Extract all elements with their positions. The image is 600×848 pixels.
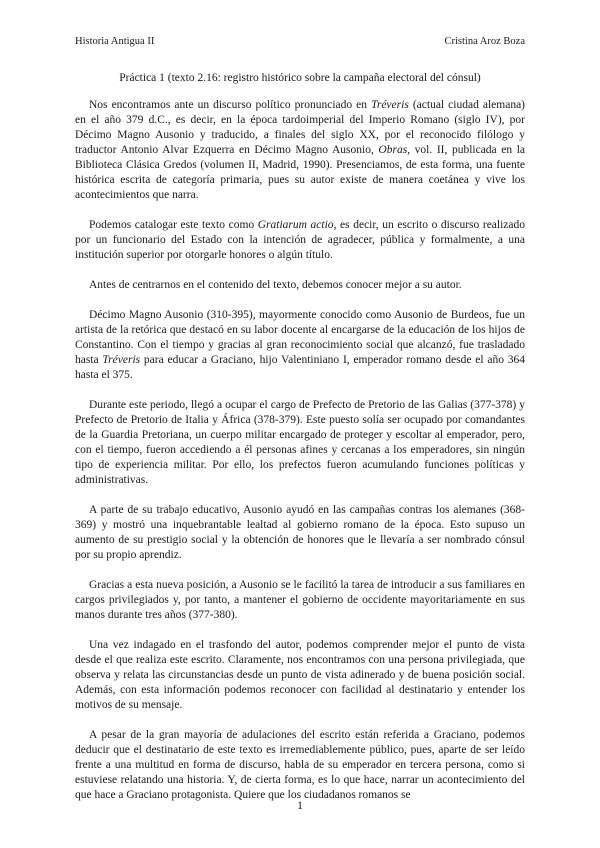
paragraph-text: A parte de su trabajo educativo, Ausonio ayudó en las campañas contras los alemanes (368-369) y mostró una inquebrantable lealtad al gobierno romano de la época. Esto supuso un aumento de su prestigio social y la obtención de honores que le llevaría a ser nombrado cónsul por su propio aprendiz. <box>75 504 525 561</box>
body-paragraph <box>75 503 525 563</box>
page-number: 1 <box>297 798 303 812</box>
paragraph-text: Podemos catalogar este texto como <box>89 219 258 231</box>
paragraph-text: Gracias a esta nueva posición, a Ausonio se le facilitó la tarea de introducir a sus familiares en cargos privilegiados y, por tanto, a mantener el gobierno de occidente mayoritariamente en sus manos durante tres años (377-380). <box>75 579 525 621</box>
body-paragraph <box>75 398 525 488</box>
paragraph-text: para educar a Graciano, hijo Valentiniano I, emperador romano desde el año 364 hasta el 375. <box>75 354 525 381</box>
body-paragraph <box>75 278 525 293</box>
italic-text: Gratiarum actio <box>257 219 334 231</box>
paragraph-text: Antes de centrarnos en el contenido del texto, debemos conocer mejor a su autor. <box>89 279 462 291</box>
italic-text: Tréveris <box>371 99 409 111</box>
paragraph-text: , es decir, un escrito o discurso realizado por un funcionario del Estado con la intención de agradecer, pública y formalmente, a una institución superior por otorgarle honores o algún título. <box>75 219 525 261</box>
paragraph-text: (actual ciudad alemana) en el año 379 d.C., es decir, en la época tardoimperial del Imperio Romano (siglo IV), por Décimo Magno Ausonio y traducido, a finales del siglo XX, por el reconocido filólogo y traductor Antonio Alvar Ezquerra en Décimo Magno Ausonio, <box>75 99 525 156</box>
body-paragraph <box>75 308 525 383</box>
paragraph-text: Durante este periodo, llegó a ocupar el cargo de Prefecto de Pretorio de las Galias (377-378) y Prefecto de Pretorio de Italia y África (378-379). Este puesto solía ser ocupado por comandantes de la Guardia Pretoriana, un cuerpo militar encargado de proteger y escoltar al emperador, pero, con el tiempo, fueron accediendo a él personas afines y cercanas a los emperadores, sin ningún tipo de experiencia militar. Por ello, los prefectos fueron acumulando funciones políticas y administrativas. <box>75 399 525 486</box>
body-paragraph <box>75 218 525 263</box>
italic-text: Obras <box>378 144 408 156</box>
paragraph-text: Décimo Magno Ausonio (310-395), mayormente conocido como Ausonio de Burdeos, fue un artista de la retórica que destacó en su labor docente al encargarse de la educación de los hijos de Constantino. Con el tiempo y gracias al gran reconocimiento social que alcanzó, fue trasladado hasta <box>75 309 525 366</box>
page-header <box>75 36 525 47</box>
body-paragraph <box>75 98 525 203</box>
header-course: Historia Antigua II <box>75 36 155 47</box>
paragraph-text: Nos encontramos ante un discurso político pronunciado en <box>89 99 372 111</box>
document-body <box>75 98 525 803</box>
document-title: Práctica 1 (texto 2.16: registro histórico sobre la campaña electoral del cónsul) <box>119 72 481 84</box>
italic-text: Tréveris <box>102 354 141 366</box>
header-author: Cristina Aroz Boza <box>444 36 525 47</box>
body-paragraph <box>75 578 525 623</box>
paragraph-text: Una vez indagado en el trasfondo del autor, podemos comprender mejor el punto de vista desde el que realiza este escrito. Claramente, nos encontramos con una persona privilegiada, que observa y relata las circunstancias desde un punto de vista adinerado y de buena posición social. Además, con esta información podemos reconocer con facilidad al destinatario y entender los motivos de su mensaje. <box>75 639 525 711</box>
paragraph-text: , vol. II, publicada en la Biblioteca Clásica Gredos (volumen II, Madrid, 1990). Presenciamos, de esta forma, una fuente histórica escrita de categoría primaria, pues su autor existe de manera coetánea y vive los acontecimientos que narra. <box>75 144 525 201</box>
body-paragraph <box>75 728 525 803</box>
body-paragraph <box>75 638 525 713</box>
paragraph-text: A pesar de la gran mayoría de adulaciones del escrito están referida a Graciano, podemos deducir que el destinatario de este texto es irremediablemente público, pues, aparte de ser leído frente a una multitud en forma de discurso, habla de su emperador en tercera persona, como si estuviese relatando una historia. Y, de cierta forma, es lo que hace, narrar un acontecimiento del que hace a Graciano protagonista. Quiere que los ciudadanos romanos se <box>75 729 525 801</box>
